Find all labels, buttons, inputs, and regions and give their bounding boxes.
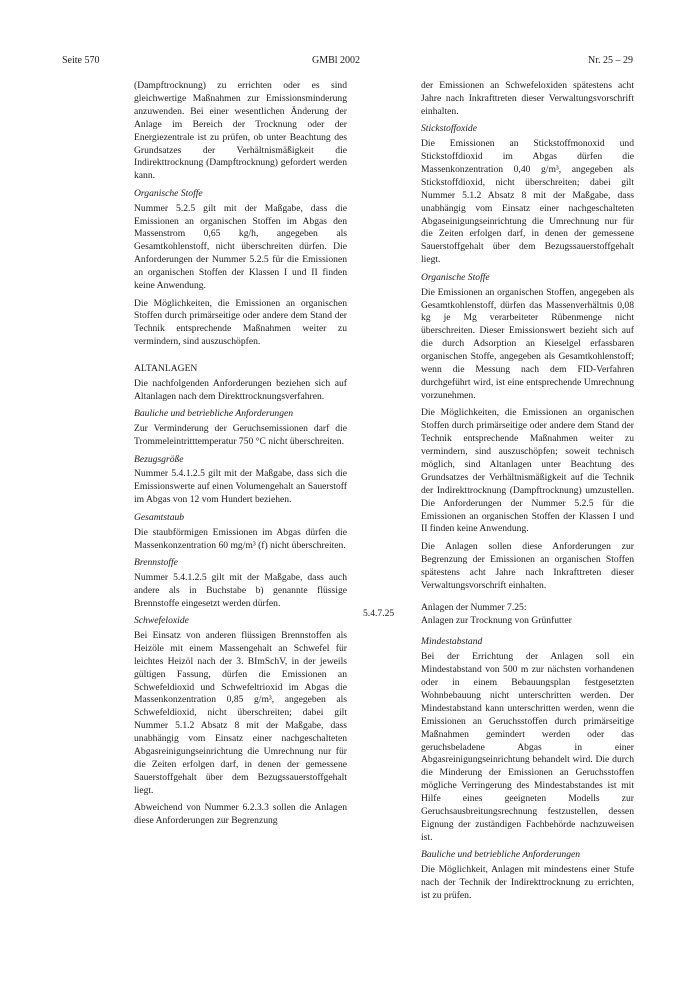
paragraph: Bei der Errichtung der Anlagen soll ein Mindestabstand von 500 m zur nächsten vorhandenen oder in einem Bebauungsplan festgesetzten Wohnbebauung nicht unterschritten werden. Der Mindestabstand kann unterschritten werden, wenn die Emissionen an Geruchsstoffen durch primärseitige Maßnahmen gemindert werden oder das geruchsbeladene Abgas in einer Abgasreinigungseinrichtung behandelt wird. Die durch die Minderung der Emissionen an Geruchsstoffen mögliche Verringerung des Mindestabstandes ist mit Hilfe eines geeigneten Modells zur Geruchsausbreitungsrechnung festzustellen, dessen Eignung der zuständigen Fachbehörde nachzuweisen ist. [421, 651, 634, 843]
paragraph: Nummer 5.2.5 gilt mit der Maßgabe, dass die Emissionen an organischen Stoffen im Abgas den Massenstrom 0,65 kg/h, angegeben als Gesamtkohlenstoff, nicht überschreiten dürfen. Die Anforderungen der Nummer 5.2.5 für die Emissionen an organischen Stoffen der Klassen I und II finden keine Anwendung. [134, 202, 347, 292]
paragraph: Abweichend von Nummer 6.2.3.3 sollen die Anlagen diese Anforderungen zur Begrenzung [134, 802, 347, 827]
paragraph: Die Emissionen an Stickstoffmonoxid und Stickstoffdioxid im Abgas dürfen die Massenkonzentration 0,40 g/m³, angegeben als Stickstoffdioxid, nicht überschreiten; dabei gilt Nummer 5.1.2 Absatz 8 mit der Maßgabe, dass unabhängig vom Einsatz einer nachgeschalteten Abgaseinigungseinrichtung die Umrechnung nur für die Zeiten erfolgen darf, in denen der gemessene Sauerstoffgehalt über dem Bezugssauerstoffgehalt liegt. [421, 138, 634, 266]
paragraph: Nummer 5.4.1.2.5 gilt mit der Maßgabe, dass sich die Emissionswerte auf einen Volumengehalt an Sauerstoff im Abgas von 12 vom Hundert beziehen. [134, 468, 347, 506]
section-heading: ALTANLAGEN [134, 363, 198, 375]
issue-number: Nr. 25 – 29 [588, 55, 633, 66]
paragraph: Die Anlagen sollen diese Anforderungen zur Begrenzung der Emissionen an organischen Stoffen spätestens acht Jahre nach Inkrafttreten dieser Verwaltungsvorschrift einhalten. [421, 540, 634, 591]
subheading: Stickstoffoxide [421, 123, 477, 135]
subheading: Organische Stoffe [134, 187, 203, 199]
paragraph: der Emissionen an Schwefeloxiden spätestens acht Jahre nach Inkrafttreten dieser Verwaltungsvorschrift einhalten. [421, 80, 634, 117]
subheading: Bauliche und betriebliche Anforderungen [421, 849, 581, 861]
subheading: Bezugsgröße [134, 453, 184, 465]
right-column [421, 80, 634, 907]
paragraph: Die Möglichkeit, Anlagen mit mindestens einer Stufe nach der Technik der Indirekttrocknung zu errichten, ist zu prüfen. [421, 864, 634, 901]
subheading: Organische Stoffe [421, 271, 490, 283]
paragraph: Die Möglichkeiten, die Emissionen an organischen Stoffen durch primärseitige oder andere dem Stand der Technik entsprechende Maßnahmen weiter zu vermindern, sind auszuschöpfen. [134, 297, 347, 348]
paragraph: Zur Verminderung der Geruchsemissionen darf die Trommeleintritttemperatur 750 °C nicht überschreiten. [134, 423, 347, 448]
section-number: 5.4.7.25 [363, 608, 395, 619]
paragraph: Die nachfolgenden Anforderungen beziehen sich auf Altanlagen nach dem Direkttrocknungsverfahren. [134, 378, 347, 402]
paragraph: Die Emissionen an organischen Stoffen, angegeben als Gesamtkohlenstoff, dürfen das Massenverhältnis 0,08 kg je Mg verarbeiteter Rübenmenge nicht überschreiten. Dieser Emissionswert bezieht sich auf die durch Adsorption an Kieselgel erfassbaren organischen Stoffe, angegeben als Gesamtkohlenstoff; wenn die Messung nach dem FID-Verfahren durchgeführt wird, ist eine entsprechende Umrechnung vorzunehmen. [421, 286, 634, 401]
subheading: Gesamtstaub [134, 511, 185, 523]
paragraph: Nummer 5.4.1.2.5 gilt mit der Maßgabe, dass auch andere als in Buchstabe b) genannte flüssige Brennstoffe eingesetzt werden dürfen. [134, 571, 347, 609]
subheading: Brennstoffe [134, 556, 178, 568]
section-subtitle: Anlagen zur Trocknung von Grünfutter [421, 615, 572, 627]
paragraph: Bei Einsatz von anderen flüssigen Brennstoffen als Heizöle mit einem Massengehalt an Schwefel für leichtes Heizöl nach der 3. BImSchV, in der jeweils gültigen Fassung, dürfen die Emissionen an Schwefeldioxid und Schwefeltrioxid im Abgas die Massenkonzentration 0,85 g/m³, angegeben als Schwefeldioxid, nicht überschreiten; dabei gilt Nummer 5.1.2 Absatz 8 mit der Maßgabe, dass unabhängig vom Einsatz einer nachgeschalteten Abgasreinigungseinrichtung die Umrechnung nur für die Zeiten erfolgen darf, in denen der gemessene Sauerstoffgehalt über dem Bezugssauerstoffgehalt liegt. [134, 629, 347, 796]
left-column [134, 80, 347, 833]
subheading: Bauliche und betriebliche Anforderungen [134, 408, 294, 420]
paragraph: Die Möglichkeiten, die Emissionen an organischen Stoffen durch primärseitige oder andere dem Stand der Technik entsprechende Maßnahmen weiter zu vermindern, sind auszuschöpfen; soweit technisch möglich, sind Altanlagen unter Beachtung des Grundsatzes der Verhältnismäßigkeit auf die Technik der Indirekttrocknung (Dampftrocknung) umzustellen. Die Anforderungen der Nummer 5.2.5 für die Emissionen an organischen Stoffen der Klassen I und II finden keine Anwendung. [421, 407, 634, 535]
page-number: Seite 570 [62, 55, 100, 66]
subheading: Mindestabstand [421, 636, 483, 648]
subheading: Schwefeloxide [134, 615, 189, 627]
section-title: Anlagen der Nummer 7.25: [421, 602, 527, 614]
paragraph: (Dampftrocknung) zu errichten oder es sind gleichwertige Maßnahmen zur Emissionsminderung anzuwenden. Bei einer wesentlichen Änderung der Anlage im Bereich der Trocknung oder der Energiezentrale ist zu prüfen, ob unter Beachtung des Grundsatzes der Verhältnismäßigkeit die Indirekttrocknung (Dampftrocknung) gefordert werden kann. [134, 80, 347, 182]
paragraph: Die staubförmigen Emissionen im Abgas dürfen die Massenkonzentration 60 mg/m³ (f) nicht überschreiten. [134, 526, 347, 551]
journal-name: GMBl 2002 [312, 55, 361, 66]
